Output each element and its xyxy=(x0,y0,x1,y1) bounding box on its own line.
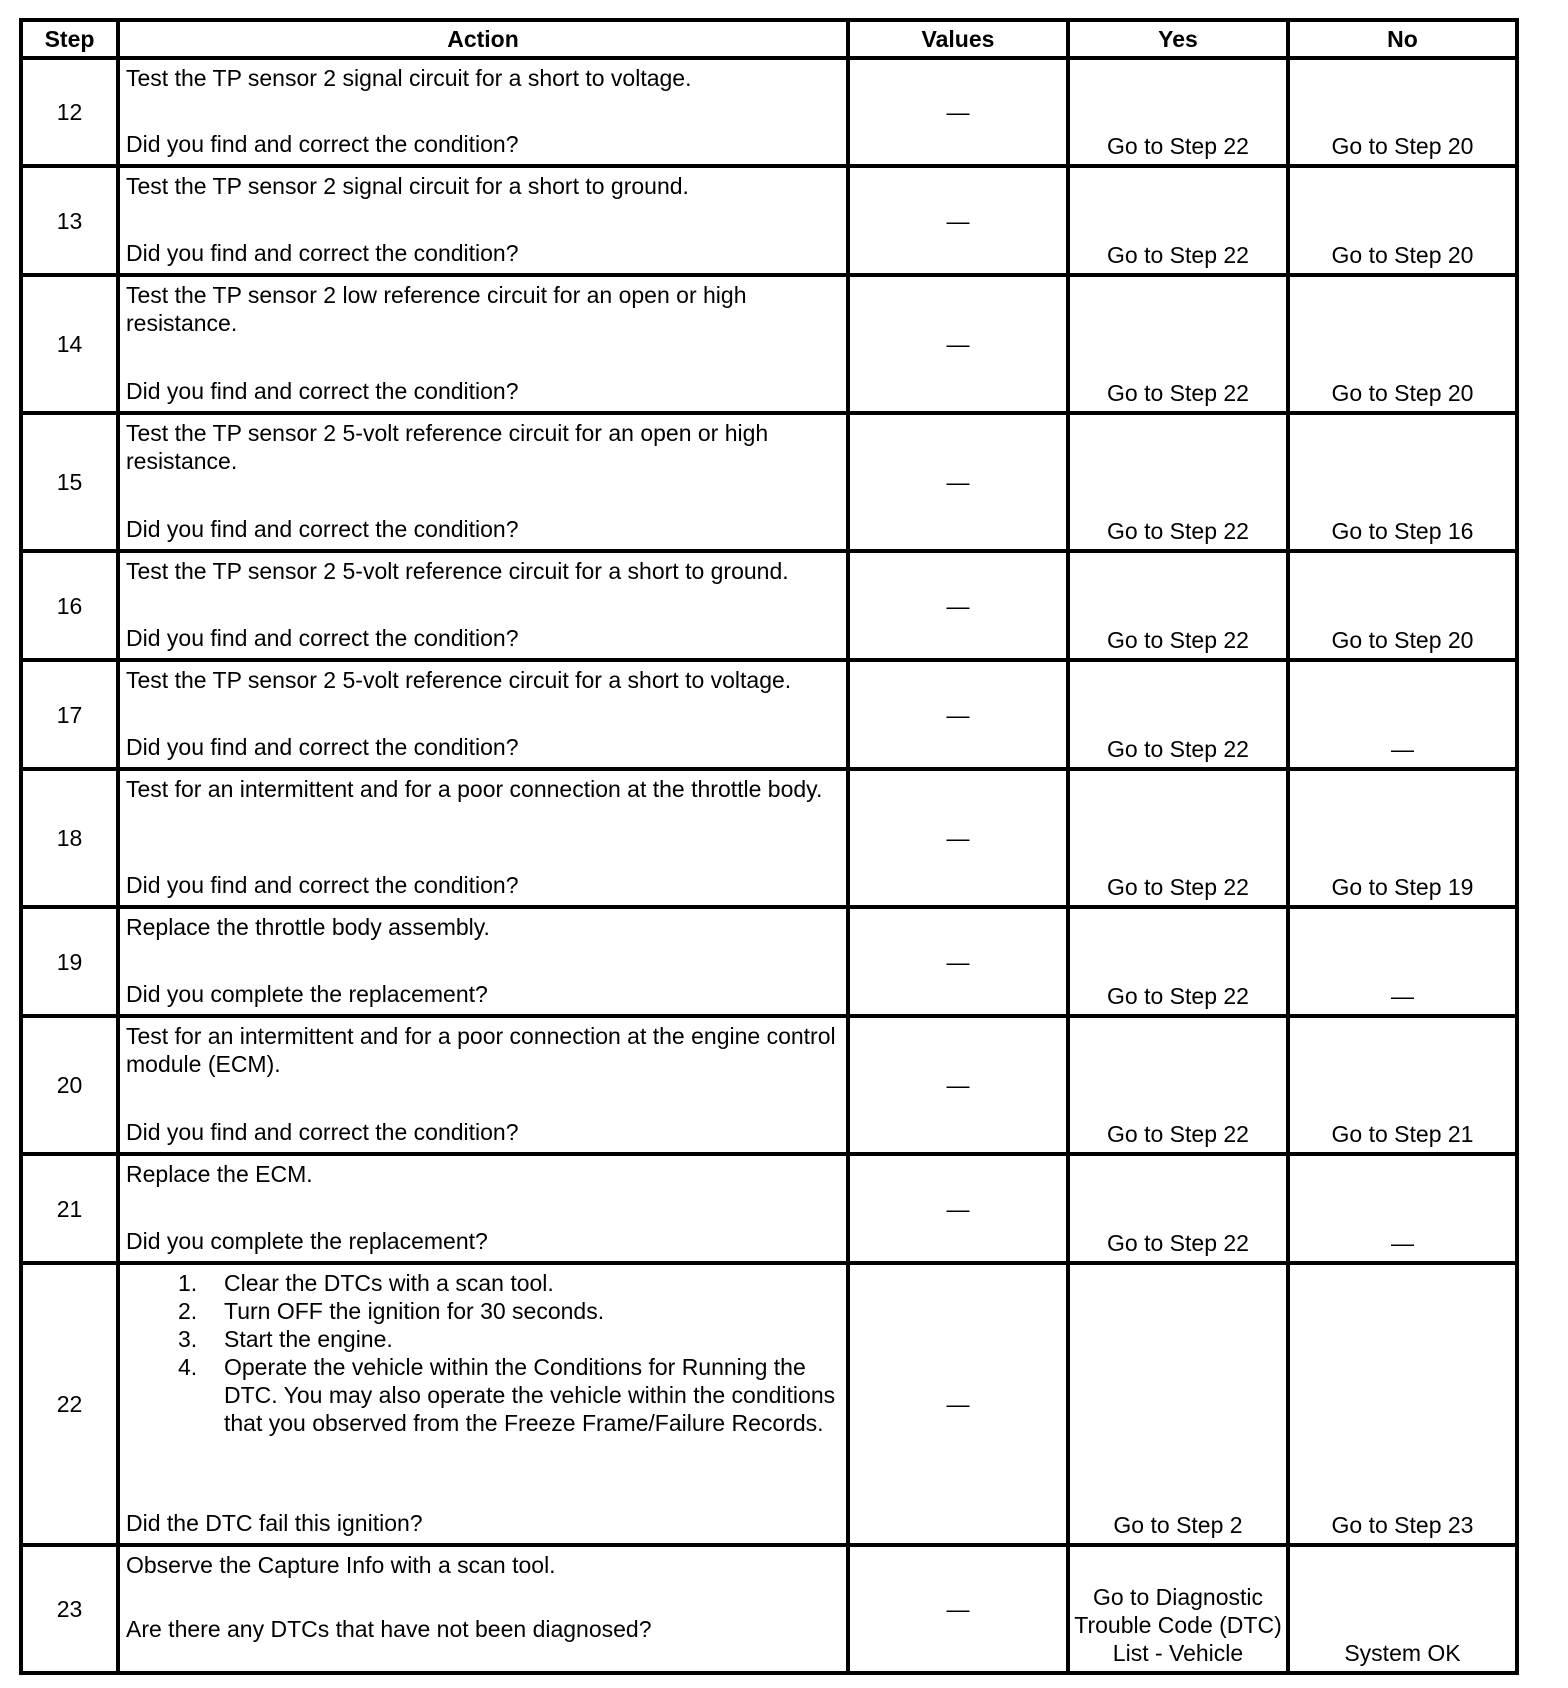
action-cell xyxy=(118,275,848,413)
action-cell xyxy=(118,1263,848,1545)
no-link[interactable]: Go to Step 20 xyxy=(1288,551,1517,660)
no-link[interactable]: Go to Step 20 xyxy=(1288,58,1517,166)
list-item xyxy=(178,1297,840,1325)
action-text: Test the TP sensor 2 5-volt reference circuit for an open or high resistance. xyxy=(126,420,769,474)
action-text: Replace the throttle body assembly. xyxy=(126,914,490,940)
list-text: Operate the vehicle within the Conditions for Running the DTC. You may also operate the vehicle within the conditions that you observed from the Freeze Frame/Failure Records. xyxy=(224,1354,836,1436)
values-cell: — xyxy=(848,1263,1068,1545)
step-number: 22 xyxy=(21,1263,118,1545)
header-values: Values xyxy=(848,20,1068,58)
table-row xyxy=(21,413,1517,551)
no-value: — xyxy=(1288,1154,1517,1263)
values-cell: — xyxy=(848,907,1068,1016)
no-value: — xyxy=(1288,660,1517,769)
values-cell: — xyxy=(848,1154,1068,1263)
values-cell: — xyxy=(848,1545,1068,1673)
step-number: 20 xyxy=(21,1016,118,1154)
no-link[interactable]: Go to Step 21 xyxy=(1288,1016,1517,1154)
step-number: 21 xyxy=(21,1154,118,1263)
action-cell xyxy=(118,1154,848,1263)
action-cell xyxy=(118,551,848,660)
step-number: 16 xyxy=(21,551,118,660)
yes-link[interactable]: Go to Step 22 xyxy=(1068,275,1288,413)
no-value: System OK xyxy=(1288,1545,1517,1673)
yes-link[interactable]: Go to Step 22 xyxy=(1068,166,1288,275)
no-link[interactable]: Go to Step 20 xyxy=(1288,166,1517,275)
values-cell: — xyxy=(848,1016,1068,1154)
no-value: — xyxy=(1288,907,1517,1016)
table-row xyxy=(21,907,1517,1016)
step-number: 15 xyxy=(21,413,118,551)
list-number: 4. xyxy=(178,1354,198,1380)
table-row xyxy=(21,275,1517,413)
header-action: Action xyxy=(118,20,848,58)
action-text: Test the TP sensor 2 low reference circuit for an open or high resistance. xyxy=(126,282,747,336)
header-no: No xyxy=(1288,20,1517,58)
procedure-list xyxy=(126,1269,840,1437)
step-number: 14 xyxy=(21,275,118,413)
action-question: Did you find and correct the condition? xyxy=(126,734,519,760)
yes-link[interactable]: Go to Diagnostic Trouble Code (DTC) List - Vehicle xyxy=(1068,1545,1288,1673)
action-text: Test the TP sensor 2 5-volt reference circuit for a short to voltage. xyxy=(126,667,792,693)
action-cell xyxy=(118,769,848,907)
action-text: Test the TP sensor 2 signal circuit for a short to voltage. xyxy=(126,65,692,91)
action-text: Test for an intermittent and for a poor connection at the throttle body. xyxy=(126,776,823,802)
action-question: Did you complete the replacement? xyxy=(126,981,488,1007)
list-text: Clear the DTCs with a scan tool. xyxy=(224,1270,554,1296)
list-number: 2. xyxy=(178,1298,198,1324)
table-row xyxy=(21,551,1517,660)
yes-link[interactable]: Go to Step 22 xyxy=(1068,58,1288,166)
yes-link[interactable]: Go to Step 22 xyxy=(1068,1016,1288,1154)
action-question: Did you find and correct the condition? xyxy=(126,378,519,404)
list-item xyxy=(178,1269,840,1297)
step-number: 17 xyxy=(21,660,118,769)
table-row xyxy=(21,1263,1517,1545)
action-text: Observe the Capture Info with a scan tool. xyxy=(126,1552,556,1578)
values-cell: — xyxy=(848,551,1068,660)
header-step: Step xyxy=(21,20,118,58)
action-cell xyxy=(118,1545,848,1673)
values-cell: — xyxy=(848,275,1068,413)
list-number: 1. xyxy=(178,1270,198,1296)
values-cell: — xyxy=(848,413,1068,551)
yes-link[interactable]: Go to Step 22 xyxy=(1068,769,1288,907)
list-number: 3. xyxy=(178,1326,198,1352)
values-cell: — xyxy=(848,769,1068,907)
step-number: 18 xyxy=(21,769,118,907)
action-cell xyxy=(118,660,848,769)
action-cell xyxy=(118,1016,848,1154)
yes-link[interactable]: Go to Step 22 xyxy=(1068,551,1288,660)
values-cell: — xyxy=(848,58,1068,166)
no-link[interactable]: Go to Step 19 xyxy=(1288,769,1517,907)
action-text: Test for an intermittent and for a poor connection at the engine control module (ECM). xyxy=(126,1023,836,1077)
list-text: Start the engine. xyxy=(224,1326,393,1352)
table-row xyxy=(21,1154,1517,1263)
table-row xyxy=(21,1545,1517,1673)
action-text: Replace the ECM. xyxy=(126,1161,313,1187)
no-link[interactable]: Go to Step 20 xyxy=(1288,275,1517,413)
action-cell xyxy=(118,907,848,1016)
action-text: Test the TP sensor 2 signal circuit for a short to ground. xyxy=(126,173,689,199)
list-item xyxy=(178,1325,840,1353)
action-text: Test the TP sensor 2 5-volt reference circuit for a short to ground. xyxy=(126,558,789,584)
step-number: 12 xyxy=(21,58,118,166)
table-row xyxy=(21,660,1517,769)
table-row xyxy=(21,769,1517,907)
no-link[interactable]: Go to Step 23 xyxy=(1288,1263,1517,1545)
yes-link[interactable]: Go to Step 22 xyxy=(1068,907,1288,1016)
action-question: Are there any DTCs that have not been diagnosed? xyxy=(126,1616,652,1642)
step-number: 19 xyxy=(21,907,118,1016)
diagnostic-table xyxy=(19,18,1519,1675)
values-cell: — xyxy=(848,660,1068,769)
action-cell xyxy=(118,413,848,551)
yes-link[interactable]: Go to Step 22 xyxy=(1068,1154,1288,1263)
no-link[interactable]: Go to Step 16 xyxy=(1288,413,1517,551)
action-question: Did you find and correct the condition? xyxy=(126,131,519,157)
header-row xyxy=(21,20,1517,58)
list-item xyxy=(178,1353,840,1437)
header-yes: Yes xyxy=(1068,20,1288,58)
action-cell xyxy=(118,166,848,275)
table-row xyxy=(21,166,1517,275)
yes-link[interactable]: Go to Step 2 xyxy=(1068,1263,1288,1545)
action-question: Did you complete the replacement? xyxy=(126,1228,488,1254)
action-question: Did you find and correct the condition? xyxy=(126,1119,519,1145)
values-cell: — xyxy=(848,166,1068,275)
action-question: Did you find and correct the condition? xyxy=(126,872,519,898)
step-number: 13 xyxy=(21,166,118,275)
table-row xyxy=(21,1016,1517,1154)
yes-link[interactable]: Go to Step 22 xyxy=(1068,413,1288,551)
table-row xyxy=(21,58,1517,166)
action-question: Did the DTC fail this ignition? xyxy=(126,1510,423,1536)
action-question: Did you find and correct the condition? xyxy=(126,516,519,542)
action-question: Did you find and correct the condition? xyxy=(126,625,519,651)
step-number: 23 xyxy=(21,1545,118,1673)
action-question: Did you find and correct the condition? xyxy=(126,240,519,266)
action-cell xyxy=(118,58,848,166)
list-text: Turn OFF the ignition for 30 seconds. xyxy=(224,1298,605,1324)
yes-link[interactable]: Go to Step 22 xyxy=(1068,660,1288,769)
